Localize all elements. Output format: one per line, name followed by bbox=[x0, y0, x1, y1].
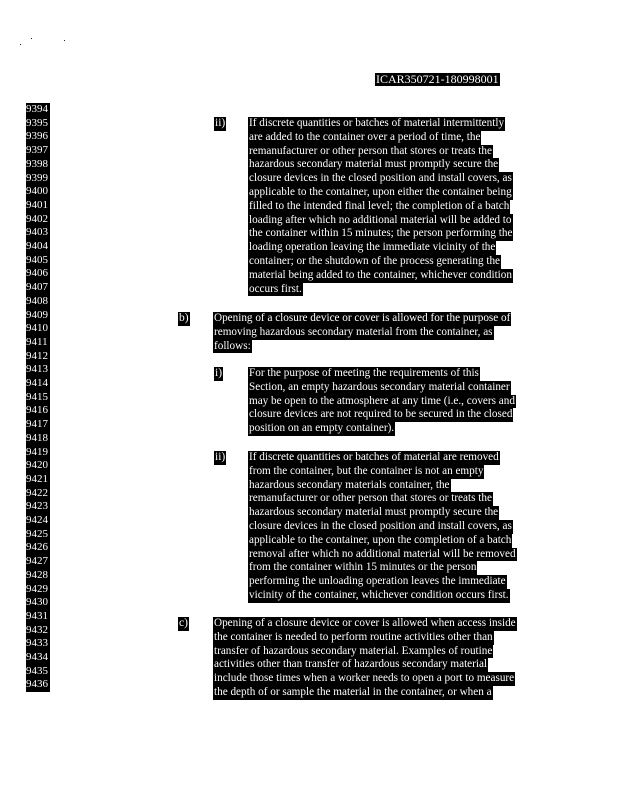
line-number: 9421 bbox=[26, 472, 48, 485]
scan-speck bbox=[31, 38, 32, 39]
line-number: 9394 bbox=[26, 103, 48, 115]
line-number: 9427 bbox=[26, 555, 48, 568]
text-line: follows: bbox=[214, 339, 251, 352]
line-number: 9413 bbox=[26, 363, 48, 376]
text-line: remanufacturer or other person that stores or treats the bbox=[249, 492, 492, 505]
text-line: If discrete quantities or batches of material intermittently bbox=[249, 117, 505, 129]
text-line: container; or the shutdown of the process generating the bbox=[249, 254, 501, 267]
text-line: may be open to the atmosphere at any time (i.e., covers and bbox=[249, 394, 515, 407]
line-number: 9419 bbox=[26, 445, 48, 458]
text-line: the container is needed to perform routine activities other than bbox=[214, 630, 493, 643]
clause-text bbox=[248, 367, 538, 436]
line-number: 9435 bbox=[26, 664, 48, 677]
line-number: 9423 bbox=[26, 500, 48, 513]
line-number: 9426 bbox=[26, 541, 48, 554]
line-number: 9410 bbox=[26, 322, 48, 335]
line-number: 9431 bbox=[26, 609, 48, 622]
text-line: hazardous secondary materials container, the bbox=[249, 478, 450, 491]
line-number: 9400 bbox=[26, 185, 48, 198]
text-line: Section, an empty hazardous secondary material container bbox=[249, 380, 510, 393]
scan-speck bbox=[64, 40, 65, 41]
text-line: vicinity of the container, whichever condition occurs first. bbox=[249, 588, 509, 601]
text-line: loading operation leaving the immediate vicinity of the bbox=[249, 241, 496, 254]
line-number: 9432 bbox=[26, 623, 48, 636]
line-number: 9414 bbox=[26, 377, 48, 389]
line-number: 9399 bbox=[26, 171, 48, 184]
text-line: activities other than transfer of hazardous secondary material bbox=[214, 658, 488, 671]
clause-text bbox=[213, 312, 538, 353]
clause-text bbox=[248, 117, 536, 296]
line-number: 9408 bbox=[26, 294, 48, 307]
text-line: closure devices in the closed position and install covers, as bbox=[249, 519, 512, 532]
line-number: 9395 bbox=[26, 116, 48, 129]
text-line: material being added to the container, whichever condition bbox=[249, 268, 512, 281]
line-number: 9416 bbox=[26, 404, 48, 417]
line-number: 9412 bbox=[26, 349, 48, 362]
text-line: from the container within 15 minutes or the person bbox=[249, 561, 477, 574]
line-number: 9402 bbox=[26, 212, 48, 225]
clause-label: b) bbox=[179, 312, 189, 324]
line-number: 9401 bbox=[26, 198, 48, 211]
line-number: 9409 bbox=[26, 308, 48, 321]
text-line: occurs first. bbox=[249, 282, 302, 295]
line-number: 9396 bbox=[26, 130, 48, 143]
line-number: 9397 bbox=[26, 144, 48, 157]
line-number: 9420 bbox=[26, 459, 48, 472]
text-line: filled to the intended final level; the completion of a batch bbox=[249, 199, 510, 212]
document-id: ICAR350721-180998001 bbox=[376, 72, 499, 86]
line-number: 9398 bbox=[26, 157, 48, 170]
line-number: 9404 bbox=[26, 240, 48, 252]
text-line: applicable to the container, upon the completion of a batch bbox=[249, 533, 512, 546]
text-line: Opening of a closure device or cover is allowed for the purpose of bbox=[214, 312, 511, 324]
text-line: hazardous secondary material must promptly secure the bbox=[249, 158, 499, 171]
text-line: are added to the container over a period of time, the bbox=[249, 130, 481, 143]
text-line: transfer of hazardous secondary material. Examples of routine bbox=[214, 644, 493, 657]
line-number: 9424 bbox=[26, 514, 48, 526]
line-number: 9422 bbox=[26, 486, 48, 499]
text-line: closure devices in the closed position and install covers, as bbox=[249, 172, 512, 185]
line-number: 9407 bbox=[26, 281, 48, 294]
text-line: hazardous secondary material must promptly secure the bbox=[249, 506, 499, 519]
line-number: 9433 bbox=[26, 637, 48, 650]
text-line: For the purpose of meeting the requirements of this bbox=[249, 367, 479, 379]
clause-text bbox=[248, 451, 538, 603]
text-line: applicable to the container, upon either the container being bbox=[249, 185, 512, 198]
line-number: 9406 bbox=[26, 267, 48, 280]
clause-label: ii) bbox=[215, 117, 226, 129]
clause-label: ii) bbox=[215, 451, 226, 463]
line-number: 9436 bbox=[26, 678, 48, 691]
line-number: 9418 bbox=[26, 431, 48, 444]
text-line: the container within 15 minutes; the person performing the bbox=[249, 227, 513, 240]
text-line: loading after which no additional material will be added to bbox=[249, 213, 512, 226]
line-number: 9405 bbox=[26, 253, 48, 266]
line-number: 9415 bbox=[26, 390, 48, 403]
line-number: 9403 bbox=[26, 226, 48, 239]
clause-label: i) bbox=[215, 367, 223, 379]
line-number: 9425 bbox=[26, 527, 48, 540]
clause-label: c) bbox=[179, 617, 188, 629]
text-line: performing the unloading operation leaves the immediate bbox=[249, 575, 506, 588]
line-number: 9434 bbox=[26, 651, 48, 663]
text-line: closure devices are not required to be secured in the closed bbox=[249, 408, 513, 421]
text-line: from the container, but the container is not an empty bbox=[249, 464, 484, 477]
scan-speck bbox=[20, 44, 21, 45]
text-line: remanufacturer or other person that stores or treats the bbox=[249, 144, 492, 157]
text-line: If discrete quantities or batches of material are removed bbox=[249, 451, 499, 463]
text-line: the depth of or sample the material in the container, or when a bbox=[214, 685, 492, 698]
clause-text bbox=[213, 617, 540, 700]
line-number: 9428 bbox=[26, 568, 48, 581]
line-number: 9430 bbox=[26, 596, 48, 609]
line-number: 9429 bbox=[26, 582, 48, 595]
text-line: include those times when a worker needs to open a port to measure bbox=[214, 672, 515, 685]
text-line: removing hazardous secondary material from the container, as bbox=[214, 325, 493, 338]
text-line: Opening of a closure device or cover is allowed when access inside bbox=[214, 617, 516, 629]
line-number: 9417 bbox=[26, 418, 48, 431]
line-number: 9411 bbox=[26, 336, 50, 350]
text-line: removal after which no additional material will be removed bbox=[249, 547, 516, 560]
text-line: position on an empty container). bbox=[249, 422, 395, 435]
